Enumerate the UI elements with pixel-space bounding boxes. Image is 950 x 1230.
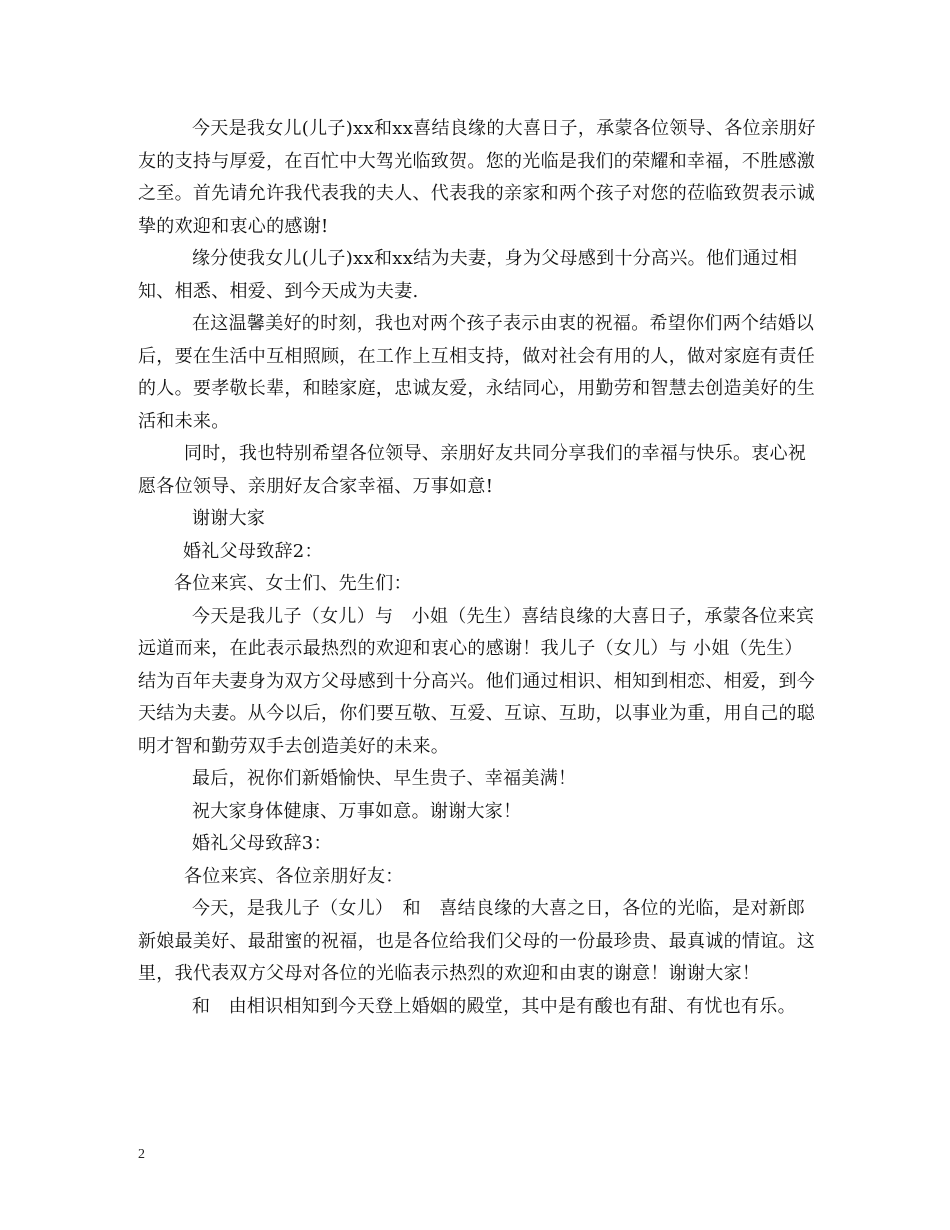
closing-thanks: 谢谢大家 xyxy=(192,508,266,529)
section-heading-3: 婚礼父母致辞3： xyxy=(192,833,332,854)
paragraph-8: 今天，是我儿子（女儿） 和 喜结良缘的大喜之日，各位的光临，是对新郎新娘最美好、最甜蜜的祝福，也是各位给我们父母的一份最珍贵、最真诚的情谊。这里，我代表双方父母对各位的光临表示热烈的欢迎和由衷的谢意！谢谢大家！ xyxy=(138,898,816,984)
paragraph-1: 今天是我女儿(儿子)xx和xx喜结良缘的大喜日子，承蒙各位领导、各位亲朋好友的支持与厚爱，在百忙中大驾光临致贺。您的光临是我们的荣耀和幸福，不胜感激之至。首先请允许我代表我的夫人、代表我的亲家和两个孩子对您的莅临致贺表示诚挚的欢迎和衷心的感谢! xyxy=(138,118,816,237)
paragraph-9: 和 由相识相知到今天登上婚姻的殿堂，其中是有酸也有甜、有忧也有乐。 xyxy=(192,995,796,1017)
section-heading-2: 婚礼父母致辞2： xyxy=(183,540,323,562)
page-number: 2 xyxy=(138,1147,145,1162)
paragraph-7: 祝大家身体健康、万事如意。谢谢大家！ xyxy=(192,800,522,822)
paragraph-6: 最后，祝你们新婚愉快、早生贵子、幸福美满！ xyxy=(192,768,577,789)
paragraph-2: 缘分使我女儿(儿子)xx和xx结为夫妻，身为父母感到十分高兴。他们通过相知、相悉、相爱、到今天成为夫妻. xyxy=(138,248,798,302)
paragraph-4: 同时，我也特别希望各位领导、亲朋好友共同分享我们的幸福与快乐。衷心祝愿各位领导、亲朋好友合家幸福、万事如意! xyxy=(138,443,807,497)
paragraph-3: 在这温馨美好的时刻，我也对两个孩子表示由衷的祝福。希望你们两个结婚以后，要在生活中互相照顾，在工作上互相支持，做对社会有用的人，做对家庭有责任的人。要孝敬长辈，和睦家庭，忠诚友爱，永结同心，用勤劳和智慧去创造美好的生活和未来。 xyxy=(138,313,816,432)
paragraph-5: 今天是我儿子（女儿）与 小姐（先生）喜结良缘的大喜日子，承蒙各位来宾远道而来，在此表示最热烈的欢迎和衷心的感谢！我儿子（女儿）与 小姐（先生）结为百年夫妻身为双方父母感到十分高兴。他们通过相识、相知到相恋、相爱，到今天结为夫妻。从今以后，你们要互敬、互爱、互谅、互助，以事业为重，用自己的聪明才智和勤劳双手去创造美好的未来。 xyxy=(138,605,816,757)
salutation-2: 各位来宾、女士们、先生们： xyxy=(174,573,412,594)
salutation-3: 各位来宾、各位亲朋好友： xyxy=(184,865,404,887)
document-body xyxy=(138,113,818,1023)
